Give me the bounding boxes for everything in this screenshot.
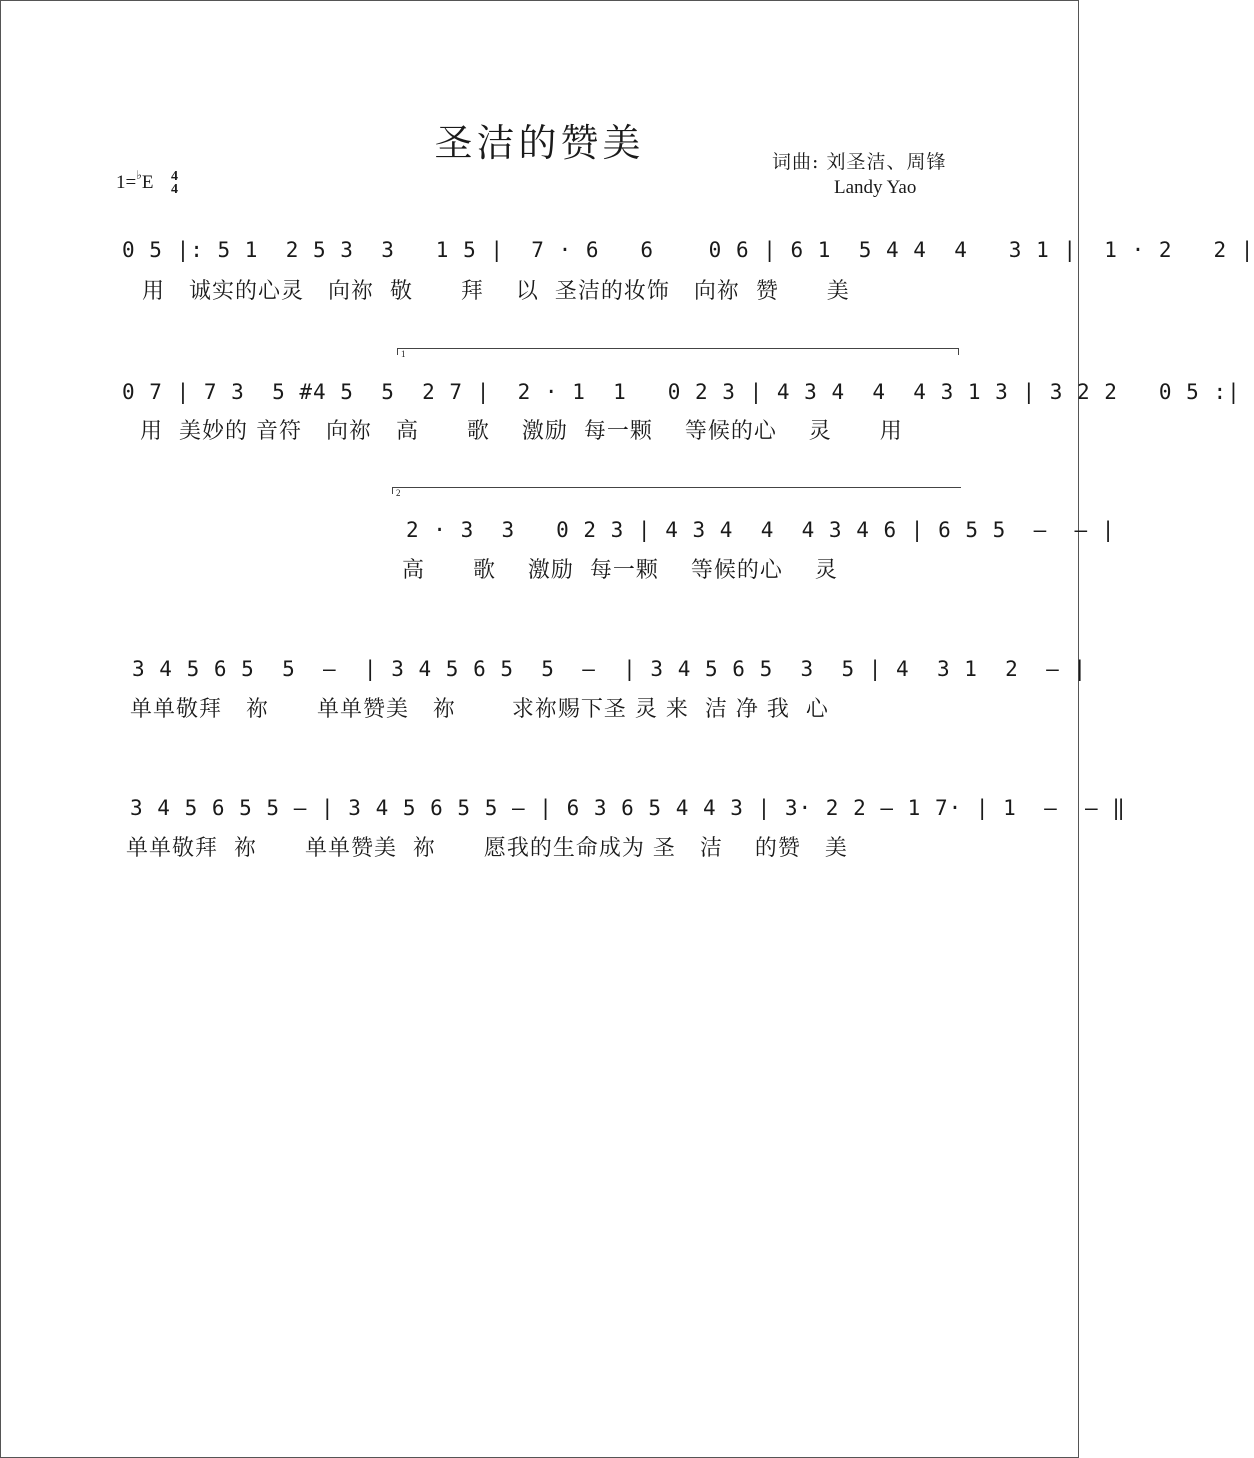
time-signature-top: 4: [171, 169, 178, 184]
second-ending-bracket: [392, 487, 961, 498]
credits-arranger: Landy Yao: [834, 177, 917, 198]
flat-sign: ♭: [136, 168, 142, 182]
lyrics-line-1: 用 诚实的心灵 向祢 敬 拜 以 圣洁的妆饰 向祢 赞 美: [142, 279, 850, 304]
time-signature-bottom: 4: [171, 182, 178, 197]
first-ending-bracket: [397, 348, 959, 359]
second-ending-label: 2: [396, 488, 401, 498]
lyrics-line-3: 高 歌 激励 每一颗 等候的心 灵: [402, 558, 838, 583]
notation-line-1: 0 5 |: 5 1 2 5 3 3 1 5 | 7 · 6 6 0 6 | 6 1 5 4 4 4 3 1 | 1 · 2 2 |: [122, 238, 1254, 262]
notation-line-2: 0 7 | 7 3 5 #4 5 5 2 7 | 2 · 1 1 0 2 3 | 4 3 4 4 4 3 1 3 | 3 2 2 0 5 :|: [122, 380, 1241, 404]
credits-authors: 词曲: 刘圣洁、周锋: [772, 151, 947, 173]
notation-line-5: 3 4 5 6 5 5 — | 3 4 5 6 5 5 — | 6 3 6 5 4 4 3 | 3· 2 2 — 1 7· | 1 — — ‖: [130, 796, 1126, 820]
song-title: 圣洁的赞美: [434, 121, 645, 165]
notation-line-3: 2 · 3 3 0 2 3 | 4 3 4 4 4 3 4 6 | 6 5 5 — — |: [406, 518, 1116, 542]
lyrics-line-4: 单单敬拜 祢 单单赞美 祢 求祢赐下圣 灵 来 洁 净 我 心: [130, 697, 829, 722]
time-signature: [171, 170, 178, 196]
key-signature: [116, 168, 154, 194]
key-note: E: [141, 172, 154, 193]
notation-line-4: 3 4 5 6 5 5 — | 3 4 5 6 5 5 — | 3 4 5 6 5 3 5 | 4 3 1 2 — |: [132, 657, 1088, 681]
lyrics-line-5: 单单敬拜 祢 单单赞美 祢 愿我的生命成为 圣 洁 的赞 美: [126, 836, 848, 861]
key-prefix: 1=: [116, 172, 137, 193]
lyrics-line-2: 用 美妙的 音符 向祢 高 歌 激励 每一颗 等候的心 灵 用: [140, 419, 903, 444]
credits: [772, 150, 946, 200]
first-ending-label: 1: [401, 349, 406, 359]
